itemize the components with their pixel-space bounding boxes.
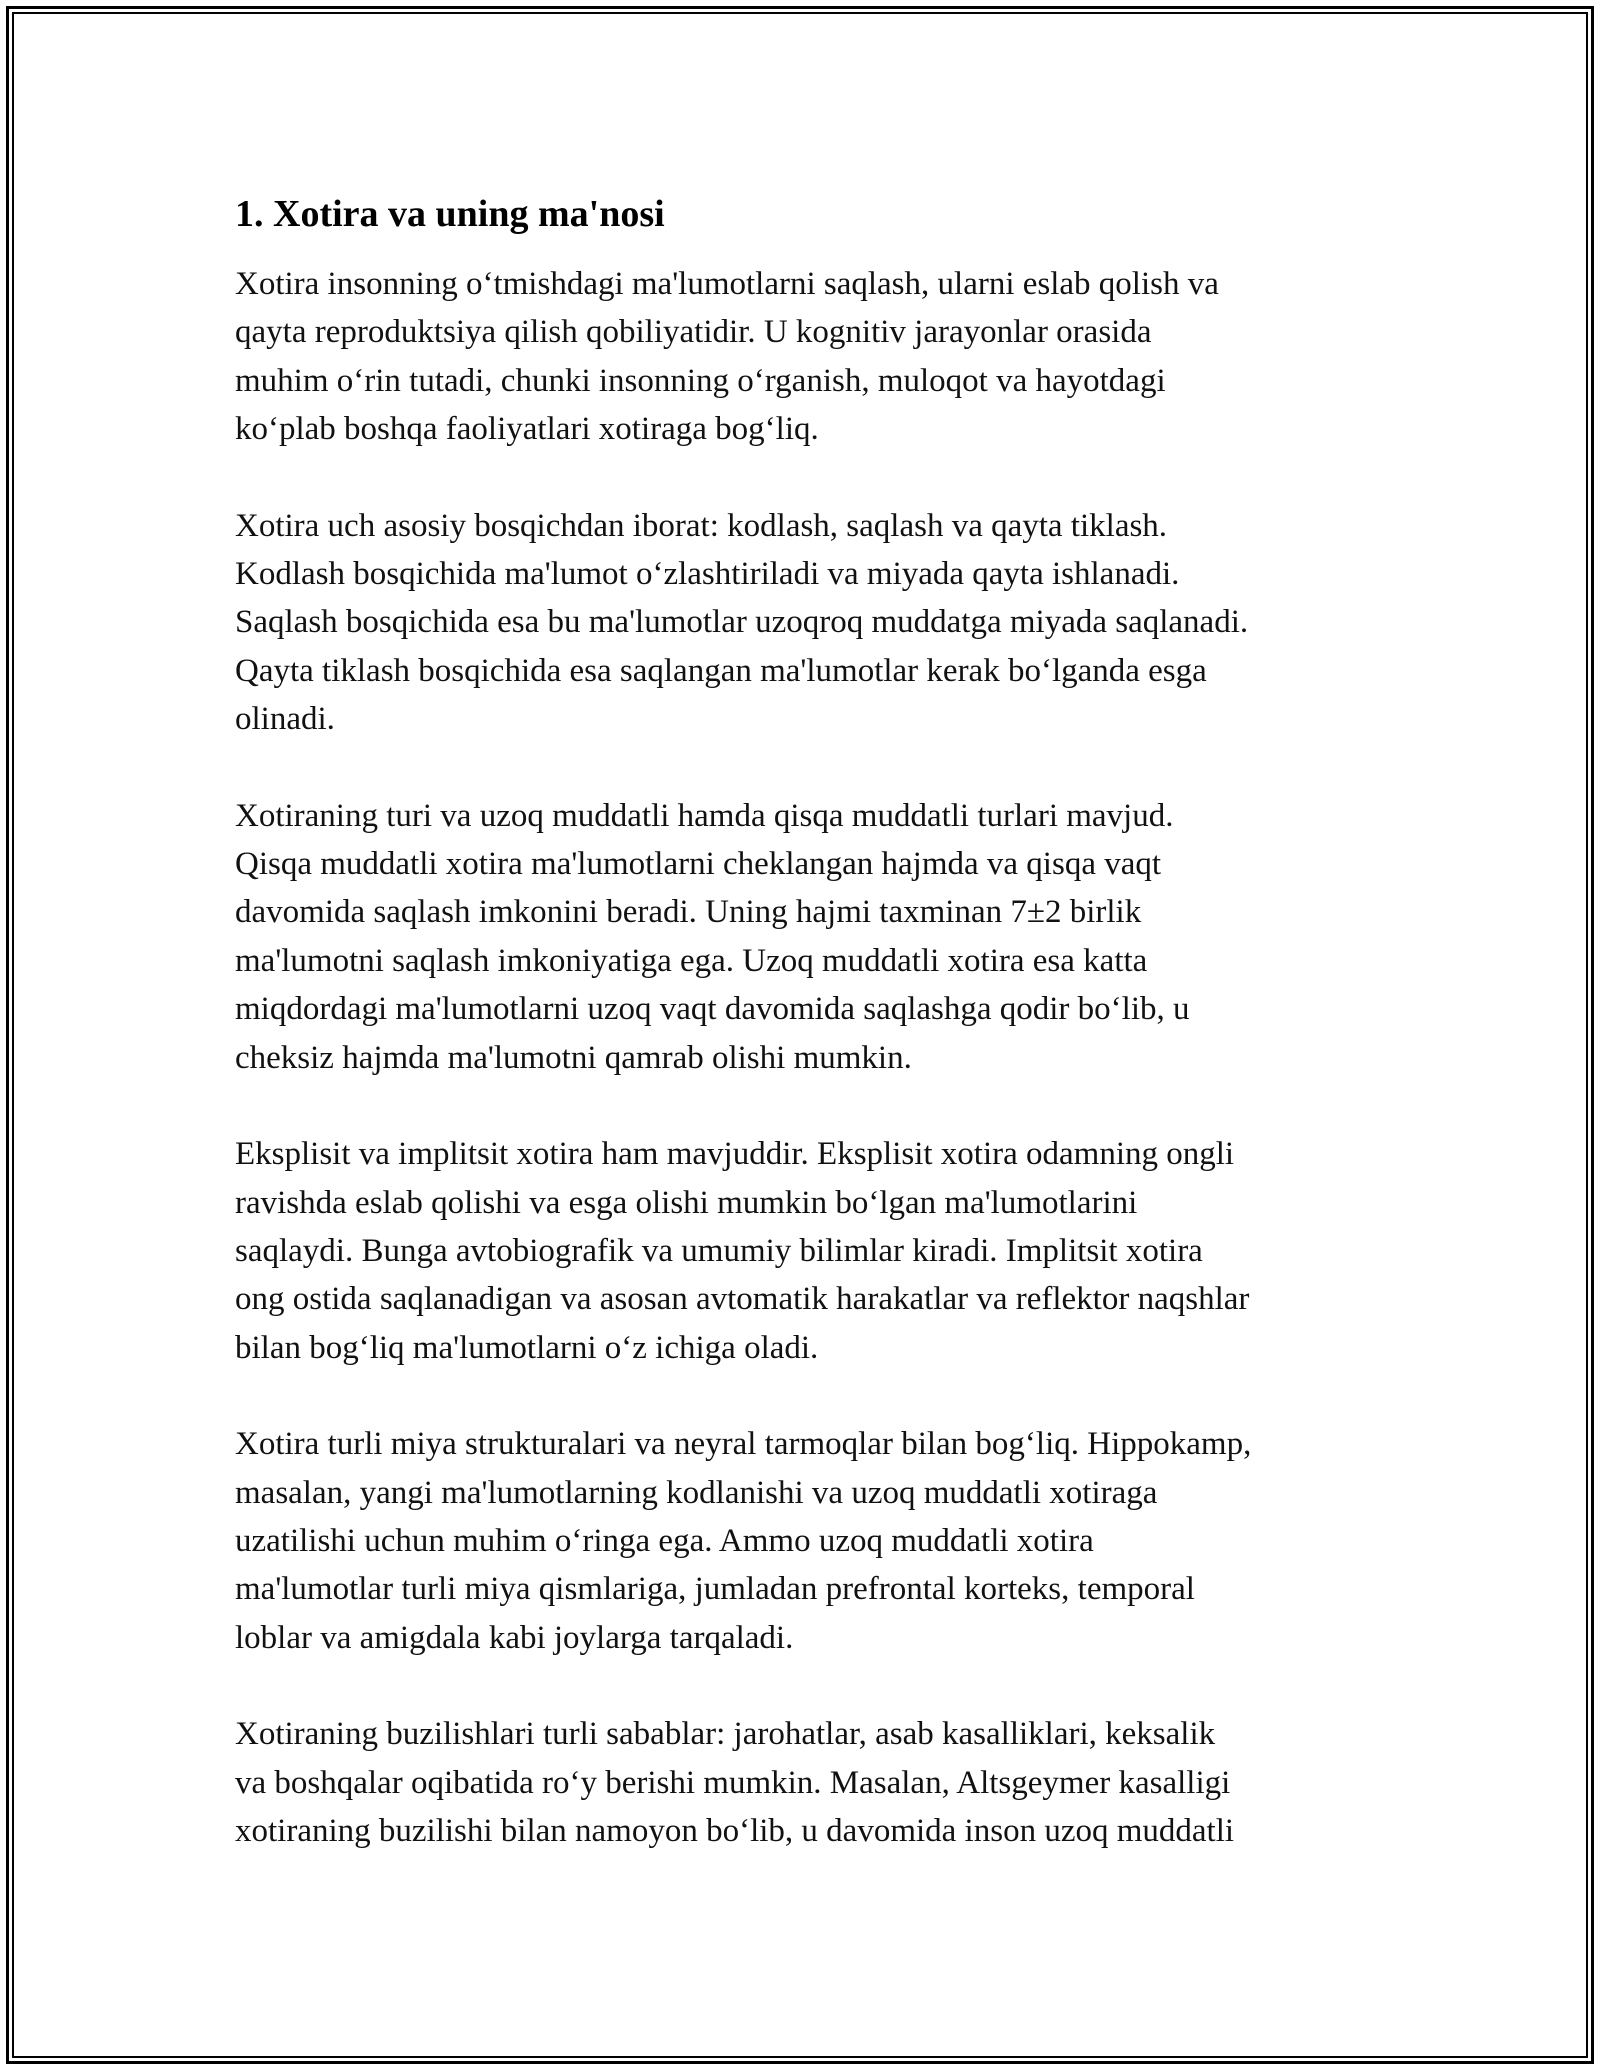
- text-line: Qayta tiklash bosqichida esa saqlangan ma'lumotlar kerak boʻlganda esga: [235, 652, 1207, 689]
- document-body: [235, 190, 1370, 1903]
- text-line: Qisqa muddatli xotira ma'lumotlarni cheklangan hajmda va qisqa vaqt: [235, 846, 1162, 883]
- paragraph: [235, 502, 1370, 744]
- text-line: masalan, yangi ma'lumotlarning kodlanishi va uzoq muddatli xotiraga: [235, 1474, 1158, 1511]
- text-line: va boshqalar oqibatida roʻy berishi mumkin. Masalan, Altsgeymer kasalligi: [235, 1764, 1231, 1801]
- paragraph: [235, 260, 1370, 454]
- text-line: olinadi.: [235, 701, 335, 738]
- paragraph: [235, 1130, 1370, 1372]
- text-line: miqdordagi ma'lumotlarni uzoq vaqt davomida saqlashga qodir boʻlib, u: [235, 991, 1190, 1028]
- text-line: davomida saqlash imkonini beradi. Uning hajmi taxminan 7±2 birlik: [235, 894, 1142, 931]
- text-line: xotiraning buzilishi bilan namoyon boʻlib, u davomida inson uzoq muddatli: [235, 1812, 1235, 1849]
- text-line: ong ostida saqlanadigan va asosan avtomatik harakatlar va reflektor naqshlar: [235, 1281, 1250, 1318]
- text-line: uzatilishi uchun muhim oʻringa ega. Ammo uzoq muddatli xotira: [235, 1522, 1094, 1559]
- text-line: muhim oʻrin tutadi, chunki insonning oʻrganish, muloqot va hayotdagi: [235, 362, 1166, 399]
- section-heading: 1. Xotira va uning ma'nosi: [235, 193, 665, 235]
- text-line: Saqlash bosqichida esa bu ma'lumotlar uzoqroq muddatga miyada saqlanadi.: [235, 604, 1249, 641]
- text-line: loblar va amigdala kabi joylarga tarqaladi.: [235, 1619, 794, 1656]
- text-line: Xotira insonning oʻtmishdagi ma'lumotlarni saqlash, ularni eslab qolish va: [235, 266, 1219, 302]
- text-line: saqlaydi. Bunga avtobiografik va umumiy bilimlar kiradi. Implitsit xotira: [235, 1232, 1203, 1269]
- text-line: Xotiraning turi va uzoq muddatli hamda qisqa muddatli turlari mavjud.: [235, 797, 1174, 834]
- text-line: Xotira turli miya strukturalari va neyral tarmoqlar bilan bogʻliq. Hippokamp,: [235, 1426, 1252, 1463]
- text-line: koʻplab boshqa faoliyatlari xotiraga bogʻliq.: [235, 411, 819, 448]
- paragraph: [235, 792, 1370, 1082]
- paragraph-list: [235, 260, 1370, 1855]
- paragraph: [235, 1710, 1370, 1855]
- text-line: ma'lumotni saqlash imkoniyatiga ega. Uzoq muddatli xotira esa katta: [235, 942, 1148, 979]
- text-line: ma'lumotlar turli miya qismlariga, jumladan prefrontal korteks, temporal: [235, 1571, 1195, 1608]
- paragraph: [235, 1420, 1370, 1662]
- text-line: Kodlash bosqichida ma'lumot oʻzlashtiriladi va miyada qayta ishlanadi.: [235, 556, 1180, 593]
- text-line: Xotiraning buzilishlari turli sabablar: jarohatlar, asab kasalliklari, keksalik: [235, 1716, 1216, 1753]
- text-line: qayta reproduktsiya qilish qobiliyatidir. U kognitiv jarayonlar orasida: [235, 314, 1152, 351]
- text-line: Xotira uch asosiy bosqichdan iborat: kodlash, saqlash va qayta tiklash.: [235, 507, 1168, 544]
- text-line: cheksiz hajmda ma'lumotni qamrab olishi mumkin.: [235, 1039, 912, 1076]
- text-line: ravishda eslab qolishi va esga olishi mumkin boʻlgan ma'lumotlarini: [235, 1184, 1138, 1221]
- text-line: Eksplisit va implitsit xotira ham mavjuddir. Eksplisit xotira odamning ongli: [235, 1136, 1235, 1173]
- text-line: bilan bogʻliq ma'lumotlarni oʻz ichiga oladi.: [235, 1329, 819, 1366]
